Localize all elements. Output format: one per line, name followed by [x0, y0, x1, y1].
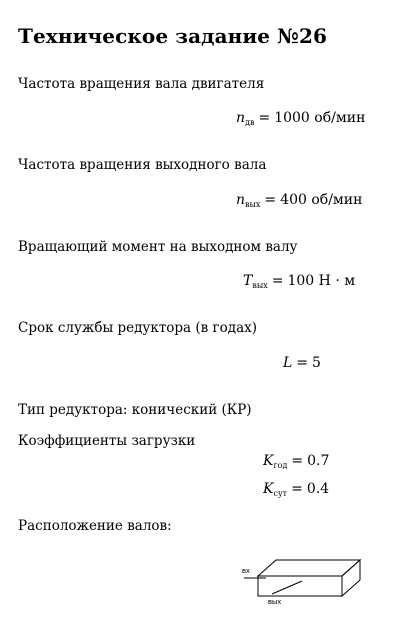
output-speed-subscript: вых: [245, 200, 261, 209]
box-side-face: [342, 560, 360, 596]
output-speed-formula: $n_{вых} = 400$ об/мин: [236, 192, 363, 209]
service-life-value: 5: [312, 355, 321, 371]
output-torque-unit: Н · м: [318, 273, 356, 289]
daily-load-symbol: K: [263, 481, 274, 497]
load-factors-label: Коэффициенты загрузки: [18, 433, 196, 449]
motor-speed-unit: об/мин: [314, 110, 366, 126]
daily-load-subscript: сут: [273, 489, 288, 498]
daily-load-formula: $K_{сут} = 0.4$: [263, 481, 330, 498]
output-torque-formula: $T_{вых} = 100$ Н · м: [243, 273, 356, 290]
motor-speed-subscript: дв: [245, 118, 255, 127]
input-shaft-label: вх: [242, 566, 250, 575]
page-title: Техническое задание №26: [18, 24, 328, 48]
motor-speed-value: 1000: [274, 110, 310, 126]
output-torque-symbol: T: [243, 273, 253, 289]
service-life-label: Срок службы редуктора (в годах): [18, 320, 257, 336]
output-torque-label: Вращающий момент на выходном валу: [18, 239, 298, 255]
shaft-layout-label: Расположение валов:: [18, 518, 172, 534]
daily-load-value: 0.4: [306, 481, 330, 497]
output-speed-symbol: n: [236, 192, 246, 208]
annual-load-formula: $K_{год} = 0.7$: [263, 453, 330, 470]
shaft-layout-diagram: [238, 552, 368, 610]
output-torque-value: 100: [287, 273, 315, 289]
output-speed-unit: об/мин: [311, 192, 363, 208]
motor-speed-label: Частота вращения вала двигателя: [18, 76, 265, 92]
output-shaft-line: [272, 581, 302, 594]
box-front-face: [258, 576, 342, 596]
output-speed-value: 400: [280, 192, 307, 208]
motor-speed-symbol: n: [236, 110, 246, 126]
service-life-symbol: L: [283, 355, 293, 371]
reducer-type-label: Тип редуктора: конический (КР): [18, 402, 252, 418]
output-shaft-label: вых: [268, 597, 282, 606]
output-torque-subscript: вых: [252, 281, 268, 290]
annual-load-symbol: K: [263, 453, 274, 469]
output-speed-label: Частота вращения выходного вала: [18, 157, 267, 173]
annual-load-subscript: год: [273, 461, 288, 470]
motor-speed-formula: $n_{дв} = 1000$ об/мин: [236, 110, 366, 127]
annual-load-value: 0.7: [307, 453, 330, 469]
service-life-formula: L = 5: [283, 355, 321, 371]
